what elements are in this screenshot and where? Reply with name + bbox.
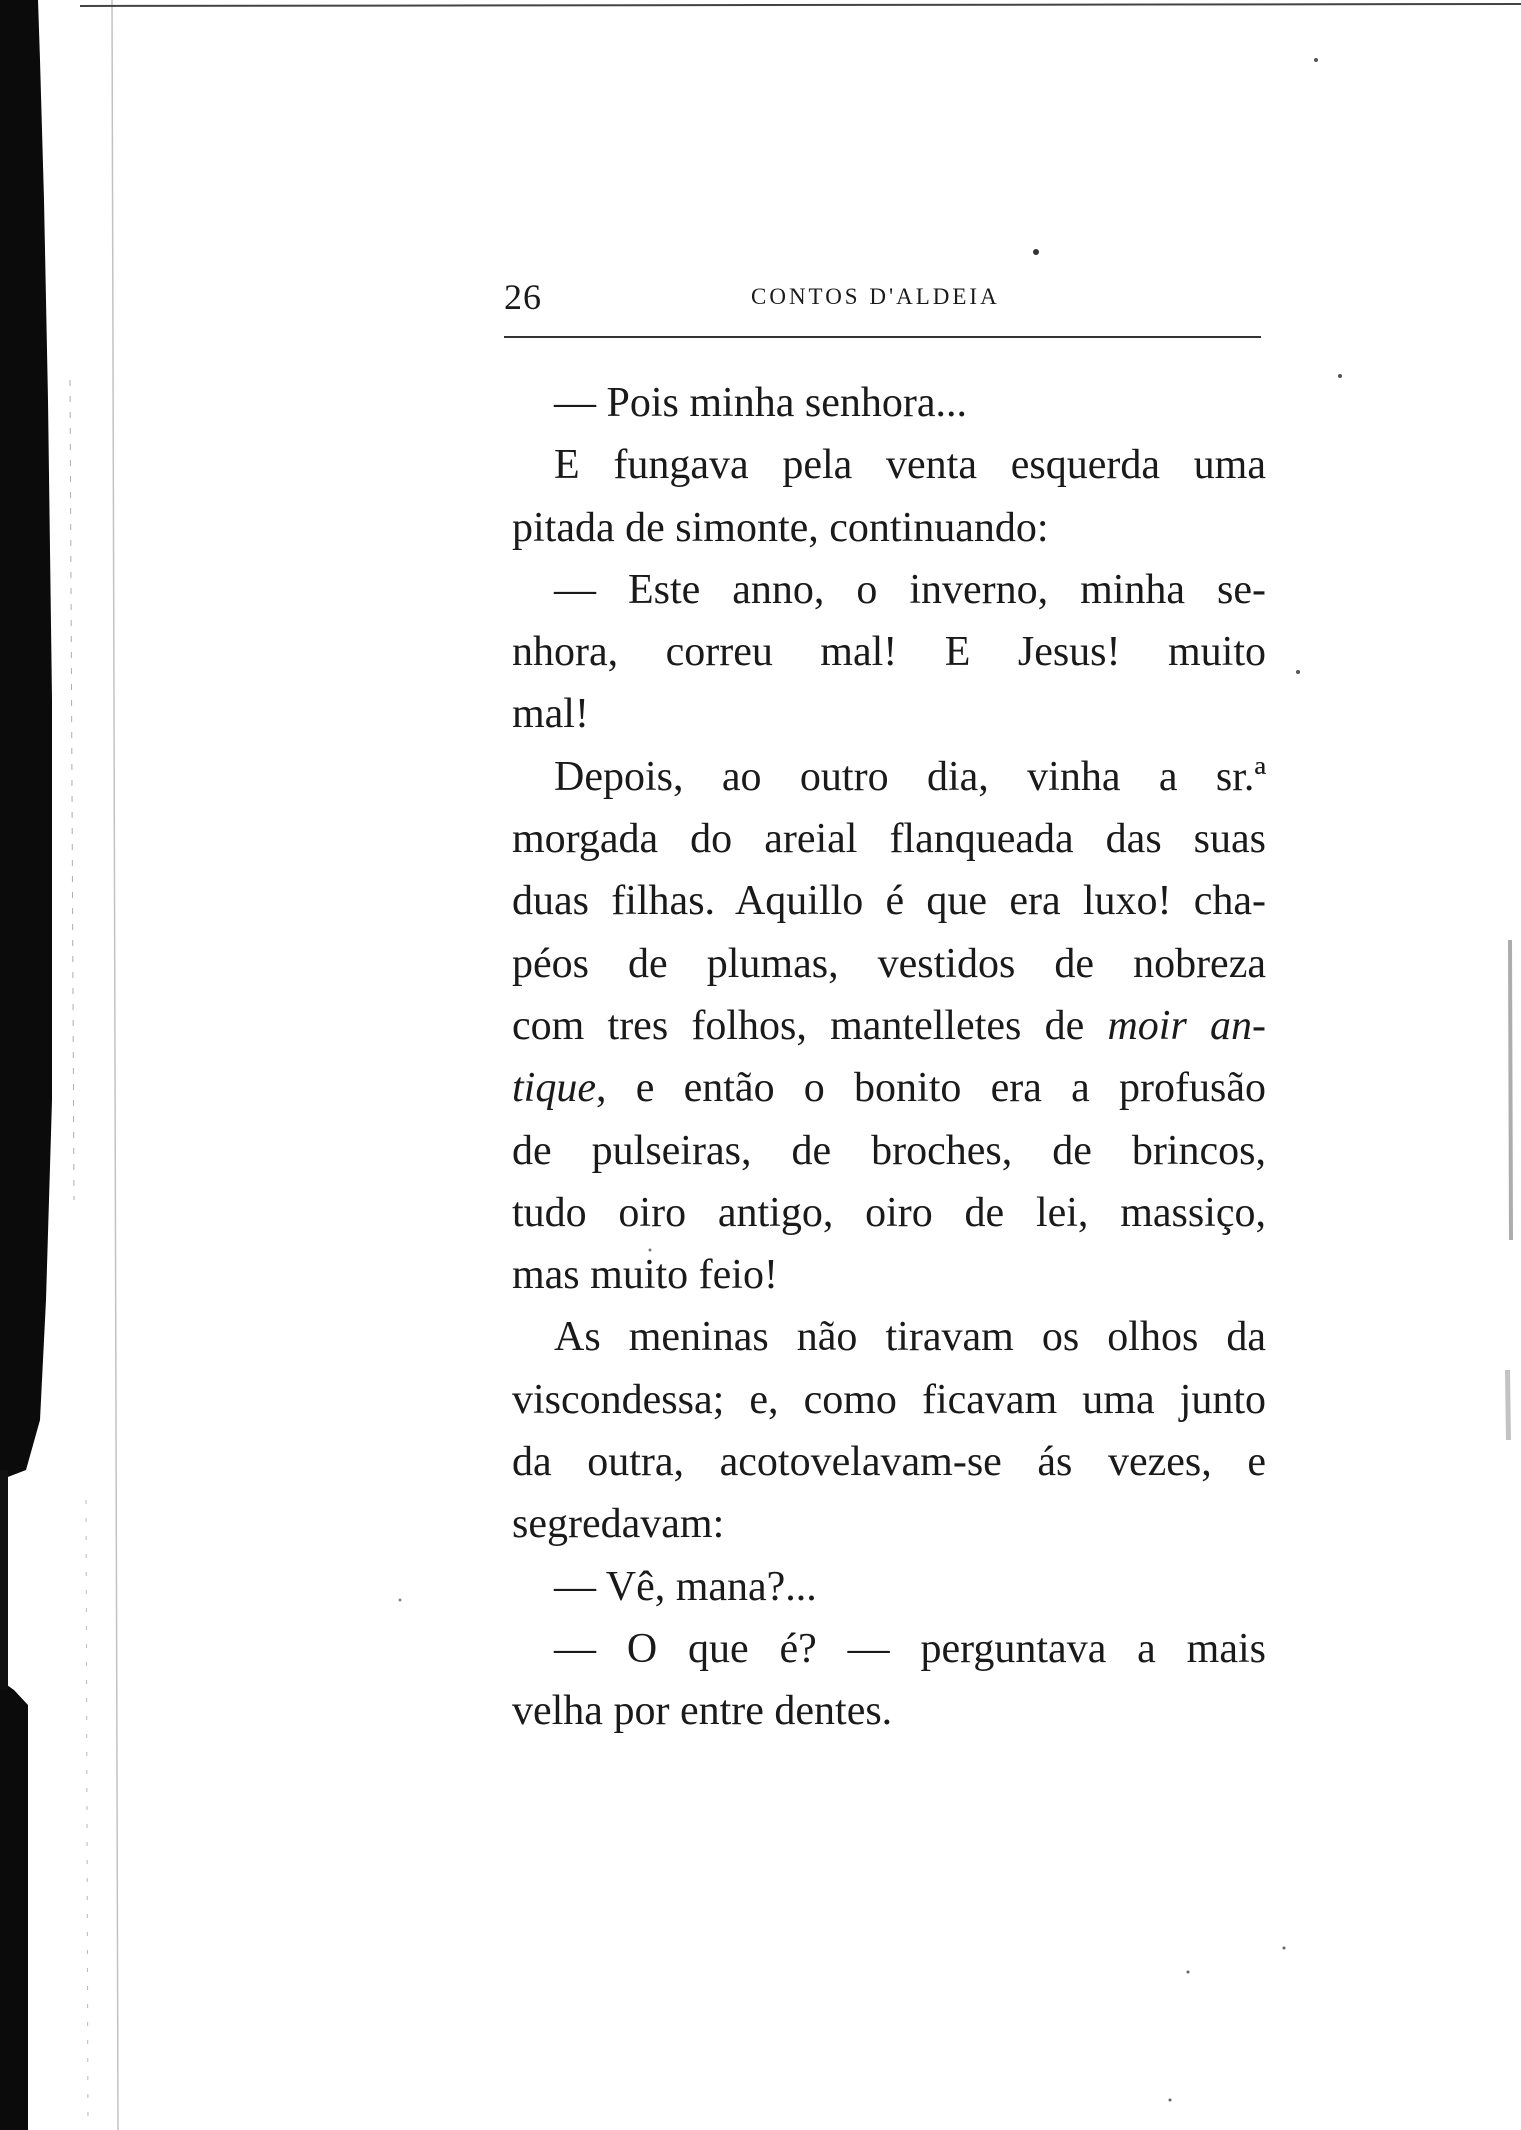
text-line: pitada de simonte, continuando: — [512, 504, 1049, 551]
text-line: — Vê, mana?... — [554, 1563, 817, 1610]
text-line: duas filhas. Aquillo é que era luxo! cha- — [512, 878, 1266, 925]
text-line: nhora, correu mal! E Jesus! muito — [512, 629, 1266, 676]
text-line: mas muito feio! — [512, 1252, 778, 1299]
header-rule — [504, 336, 1261, 338]
page-header — [504, 270, 1261, 320]
text-segment: com tres folhos, mantelletes de — [512, 1002, 1108, 1049]
text-line: — Este anno, o inverno, minha se- — [554, 566, 1266, 613]
text-line: As meninas não tiravam os olhos da — [554, 1314, 1266, 1361]
right-bleed — [1508, 940, 1513, 1240]
text-line: morgada do areial flanqueada das suas — [512, 816, 1266, 863]
top-edge — [80, 4, 1521, 6]
page-number: 26 — [504, 277, 542, 317]
text-line: Depois, ao outro dia, vinha a sr.ª — [554, 753, 1266, 800]
text-line: — O que é? — perguntava a mais — [554, 1625, 1266, 1672]
text-line: da outra, acotovelavam-se ás vezes, e — [512, 1439, 1266, 1486]
italic-phrase: tique — [512, 1065, 596, 1112]
text-line: tudo oiro antigo, oiro de lei, massiço, — [512, 1189, 1266, 1236]
text-line — [512, 1057, 1266, 1119]
gutter-line — [70, 380, 74, 1200]
body-text — [512, 372, 1266, 1743]
text-segment: , e então o bonito era a profusão — [595, 1065, 1266, 1112]
text-line: — Pois minha senhora... — [554, 380, 967, 426]
text-line: velha por entre dentes. — [512, 1688, 893, 1735]
text-line: E fungava pela venta esquerda uma — [554, 442, 1266, 489]
right-bleed — [1505, 1370, 1511, 1440]
text-line: mal! — [512, 691, 589, 738]
text-line: viscondessa; e, como ficavam uma junto — [512, 1376, 1266, 1423]
running-title: CONTOS D'ALDEIA — [751, 284, 1000, 309]
binding-strip — [0, 1470, 8, 1690]
text-line: de pulseiras, de broches, de brincos, — [512, 1127, 1266, 1174]
text-line — [512, 995, 1266, 1057]
text-line: segredavam: — [512, 1501, 725, 1548]
binding-shadow-lower — [0, 1680, 28, 2130]
gutter-line — [86, 1500, 88, 2130]
italic-phrase: moir an- — [1107, 1002, 1266, 1049]
binding-shadow — [0, 0, 52, 1480]
text-line: péos de plumas, vestidos de nobreza — [512, 940, 1266, 987]
gutter-line — [112, 0, 118, 2130]
